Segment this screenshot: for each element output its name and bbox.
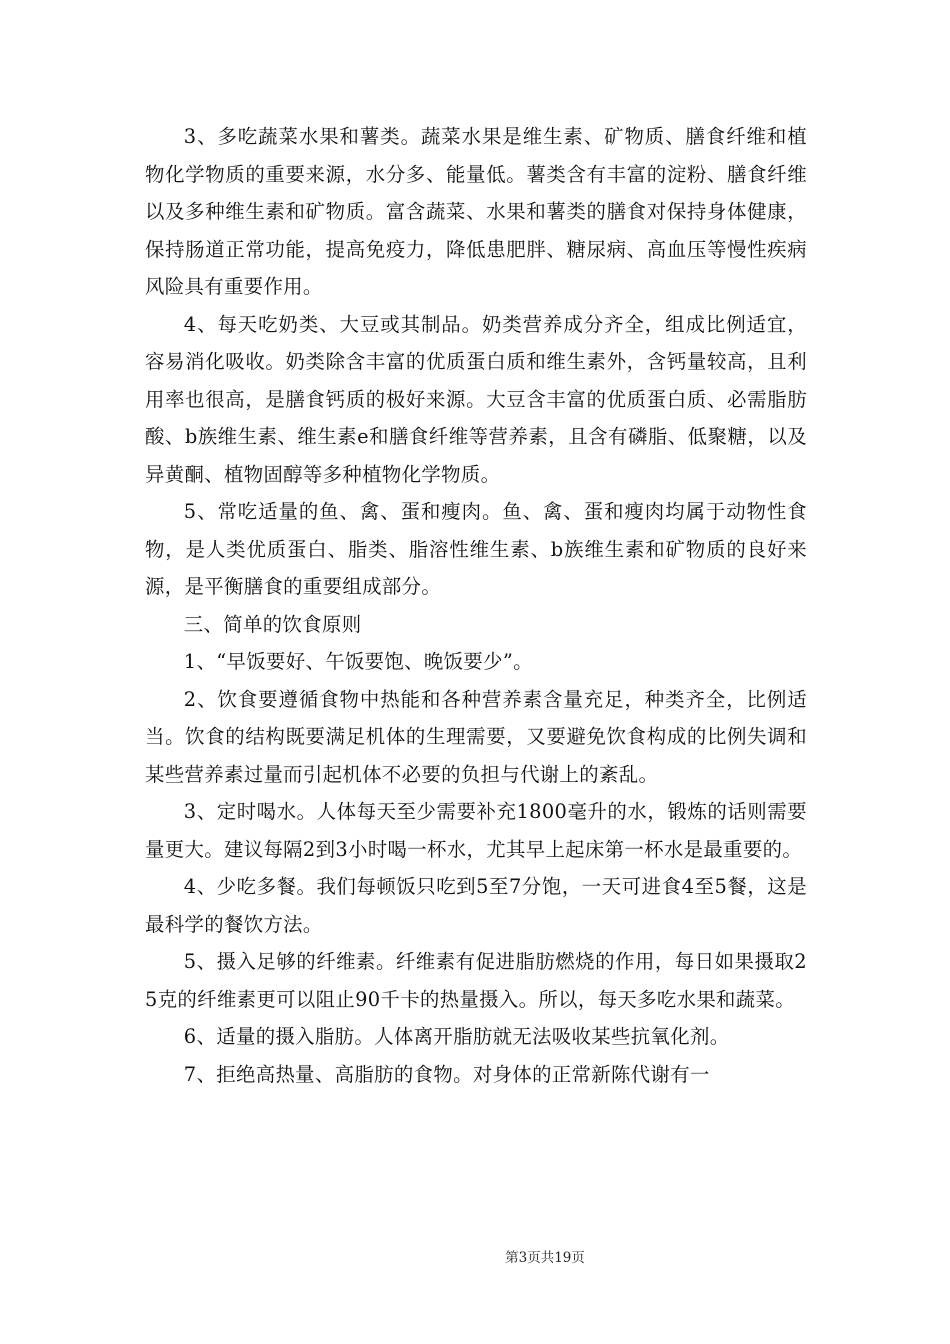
paragraph-principle-2: 2、饮食要遵循食物中热能和各种营养素含量充足，种类齐全，比例适当。饮食的结构既要满足机体的生理需要，又要避免饮食构成的比例失调和某些营养素过量而引起机体不必要的负担与代谢上的紊乱。 [145, 687, 807, 786]
paragraph-principle-1: 1、“早饭要好、午饭要饱、晚饭要少”。 [183, 650, 533, 673]
document-body [145, 118, 807, 1093]
paragraph-principle-4: 4、少吃多餐。我们每顿饭只吃到5至7分饱，一天可进食4至5餐，这是最科学的餐饮方法。 [145, 875, 807, 936]
paragraph-principle-3: 3、定时喝水。人体每天至少需要补充1800毫升的水，锻炼的话则需要量更大。建议每隔2到3小时喝一杯水，尤其早上起床第一杯水是最重要的。 [145, 800, 807, 861]
paragraph-principle-5: 5、摄入足够的纤维素。纤维素有促进脂肪燃烧的作用，每日如果摄取25克的纤维素更可以阻止90千卡的热量摄入。所以，每天多吃水果和蔬菜。 [145, 950, 807, 1011]
paragraph-principle-7: 7、拒绝高热量、高脂肪的食物。对身体的正常新陈代谢有一 [183, 1062, 710, 1086]
paragraph-fish-meat: 5、常吃适量的鱼、禽、蛋和瘦肉。鱼、禽、蛋和瘦肉均属于动物性食物，是人类优质蛋白、脂类、脂溶性维生素、b族维生素和矿物质的良好来源，是平衡膳食的重要组成部分。 [145, 500, 807, 598]
section-heading-diet-principles: 三、简单的饮食原则 [183, 612, 362, 636]
page-number-footer: 第3页共19页 [505, 1250, 585, 1266]
paragraph-dairy-soy: 4、每天吃奶类、大豆或其制品。奶类营养成分齐全，组成比例适宜，容易消化吸收。奶类除含丰富的优质蛋白质和维生素外，含钙量较高，且利用率也很高，是膳食钙质的极好来源。大豆含丰富的优质蛋白质、必需脂肪酸、b族维生素、维生素e和膳食纤维等营养素，且含有磷脂、低聚糖，以及异黄酮、植物固醇等多种植物化学物质。 [145, 312, 807, 486]
paragraph-vegetables-fruits: 3、多吃蔬菜水果和薯类。蔬菜水果是维生素、矿物质、膳食纤维和植物化学物质的重要来源，水分多、能量低。薯类含有丰富的淀粉、膳食纤维以及多种维生素和矿物质。富含蔬菜、水果和薯类的膳食对保持身体健康，保持肠道正常功能，提高免疫力，降低患肥胖、糖尿病、高血压等慢性疾病风险具有重要作用。 [145, 125, 807, 298]
paragraph-principle-6: 6、适量的摄入脂肪。人体离开脂肪就无法吸收某些抗氧化剂。 [183, 1025, 730, 1048]
